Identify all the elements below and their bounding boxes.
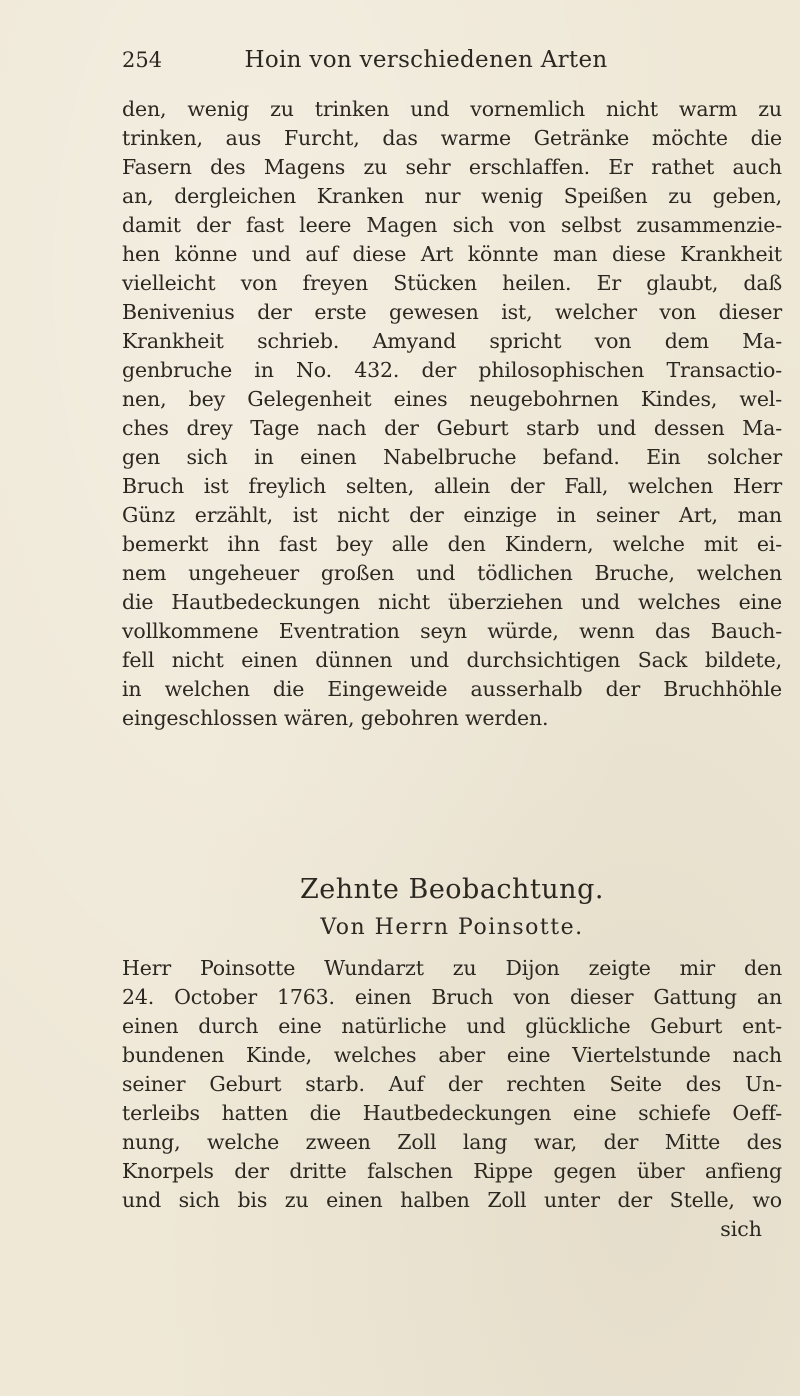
text-line: Herr Poinsotte Wundarzt zu Dijon zeigte mir den xyxy=(122,956,782,980)
text-line: Günz erzählt, ist nicht der einzige in seiner Art, man xyxy=(122,503,782,527)
text-line: in welchen die Eingeweide ausserhalb der Bruchhöhle xyxy=(122,677,782,701)
text-line: Fasern des Magens zu sehr erschlaffen. Er rathet auch xyxy=(122,155,782,179)
text-line: eingeschlossen wären, gebohren werden. xyxy=(122,706,549,730)
text-line: hen könne und auf diese Art könnte man diese Krankheit xyxy=(122,242,782,266)
text-line: trinken, aus Furcht, das warme Getränke möchte die xyxy=(122,126,782,150)
text-line: und sich bis zu einen halben Zoll unter der Stelle, wo xyxy=(122,1188,782,1212)
text-line: damit der fast leere Magen sich von selbst zusammenzie- xyxy=(122,213,782,237)
text-line: Knorpels der dritte falschen Rippe gegen über anfieng xyxy=(122,1159,782,1183)
text-line: bundenen Kinde, welches aber eine Viertelstunde nach xyxy=(122,1043,782,1067)
text-line: Bruch ist freylich selten, allein der Fall, welchen Herr xyxy=(122,474,782,498)
text-line: fell nicht einen dünnen und durchsichtigen Sack bildete, xyxy=(122,648,782,672)
section-heading-block xyxy=(122,870,782,946)
text-line: vollkommene Eventration seyn würde, wenn das Bauch- xyxy=(122,619,782,643)
text-line: Benivenius der erste gewesen ist, welcher von dieser xyxy=(122,300,782,324)
section-subheading: Von Herrn Poinsotte. xyxy=(320,915,584,940)
section-heading: Zehnte Beobachtung. xyxy=(300,874,604,905)
text-line: gen sich in einen Nabelbruche befand. Ein solcher xyxy=(122,445,782,469)
page-header xyxy=(122,40,730,80)
paragraph-observation xyxy=(122,954,782,1244)
text-line: genbruche in No. 432. der philosophischen Transactio- xyxy=(122,358,782,382)
text-line: einen durch eine natürliche und glückliche Geburt ent- xyxy=(122,1014,782,1038)
text-line: seiner Geburt starb. Auf der rechten Seite des Un- xyxy=(122,1072,782,1096)
page-number: 254 xyxy=(122,48,163,72)
text-line: Krankheit schrieb. Amyand spricht von dem Ma- xyxy=(122,329,782,353)
text-line: nen, bey Gelegenheit eines neugebohrnen Kindes, wel- xyxy=(122,387,782,411)
text-line: ches drey Tage nach der Geburt starb und dessen Ma- xyxy=(122,416,782,440)
text-line: bemerkt ihn fast bey alle den Kindern, welche mit ei- xyxy=(122,532,782,556)
text-line: 24. October 1763. einen Bruch von dieser Gattung an xyxy=(122,985,782,1009)
catchword: sich xyxy=(720,1217,762,1241)
text-line: nem ungeheuer großen und tödlichen Bruche, welchen xyxy=(122,561,782,585)
text-line: an, dergleichen Kranken nur wenig Speißen zu geben, xyxy=(122,184,782,208)
text-line: nung, welche zween Zoll lang war, der Mitte des xyxy=(122,1130,782,1154)
paragraph-continuation xyxy=(122,95,782,733)
text-line: den, wenig zu trinken und vornemlich nicht warm zu xyxy=(122,97,782,121)
text-line: die Hautbedeckungen nicht überziehen und welches eine xyxy=(122,590,782,614)
text-line: vielleicht von freyen Stücken heilen. Er glaubt, daß xyxy=(122,271,782,295)
running-head: Hoin von verschiedenen Arten xyxy=(244,47,608,73)
text-line: terleibs hatten die Hautbedeckungen eine schiefe Oeff- xyxy=(122,1101,782,1125)
